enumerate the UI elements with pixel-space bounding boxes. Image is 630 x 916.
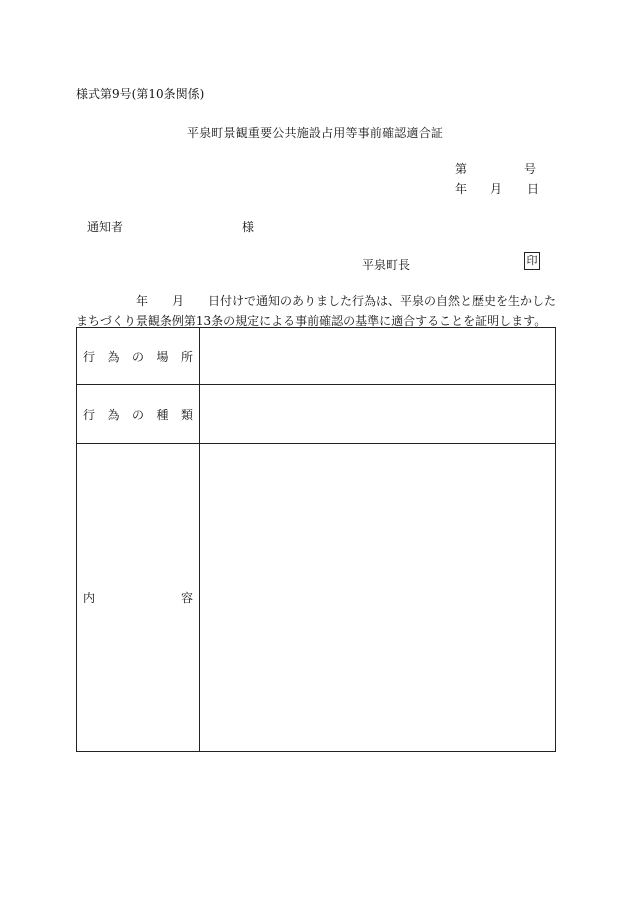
label-char: 類 <box>180 407 193 422</box>
table-row <box>77 444 556 752</box>
statement-line-2: まちづくり景観条例第13条の規定による事前確認の基準に適合することを証明します。 <box>76 314 547 328</box>
type-field[interactable] <box>200 385 556 444</box>
document-title: 平泉町景観重要公共施設占用等事前確認適合証 <box>186 126 444 140</box>
form-number: 様式第9号(第10条関係) <box>76 87 205 101</box>
label-char: 容 <box>180 591 193 605</box>
statement-line-1: 日付けで通知のありました行為は、平泉の自然と歴史を生かした <box>208 294 557 308</box>
label-char: 行 <box>83 407 96 422</box>
issue-date-month: 月 <box>490 182 503 196</box>
statement-year: 年 <box>136 294 149 308</box>
content-field[interactable] <box>200 444 556 752</box>
label-char: 場 <box>156 349 169 364</box>
reference-number-suffix: 号 <box>524 162 537 176</box>
issuer-title: 平泉町長 <box>362 258 411 272</box>
reference-number-prefix: 第 <box>455 162 468 176</box>
issue-date-day: 日 <box>527 182 540 196</box>
notifier-honorific: 様 <box>242 220 255 234</box>
label-char: 為 <box>107 407 120 422</box>
label-char: 種 <box>156 407 169 422</box>
row-label-type <box>77 385 200 444</box>
label-char: 所 <box>180 349 193 364</box>
table-row <box>77 385 556 444</box>
label-char: 内 <box>83 591 96 605</box>
notifier-label: 通知者 <box>87 220 124 234</box>
row-label-content <box>77 444 200 752</box>
details-table <box>76 327 556 752</box>
label-char: の <box>131 407 144 422</box>
issue-date-year: 年 <box>455 182 468 196</box>
seal-mark: 印 <box>524 252 540 270</box>
location-field[interactable] <box>200 328 556 385</box>
label-char: の <box>131 349 144 364</box>
label-char: 行 <box>83 349 96 364</box>
label-char: 為 <box>107 349 120 364</box>
row-label-location <box>77 328 200 385</box>
table-row <box>77 328 556 385</box>
statement-month: 月 <box>172 294 185 308</box>
